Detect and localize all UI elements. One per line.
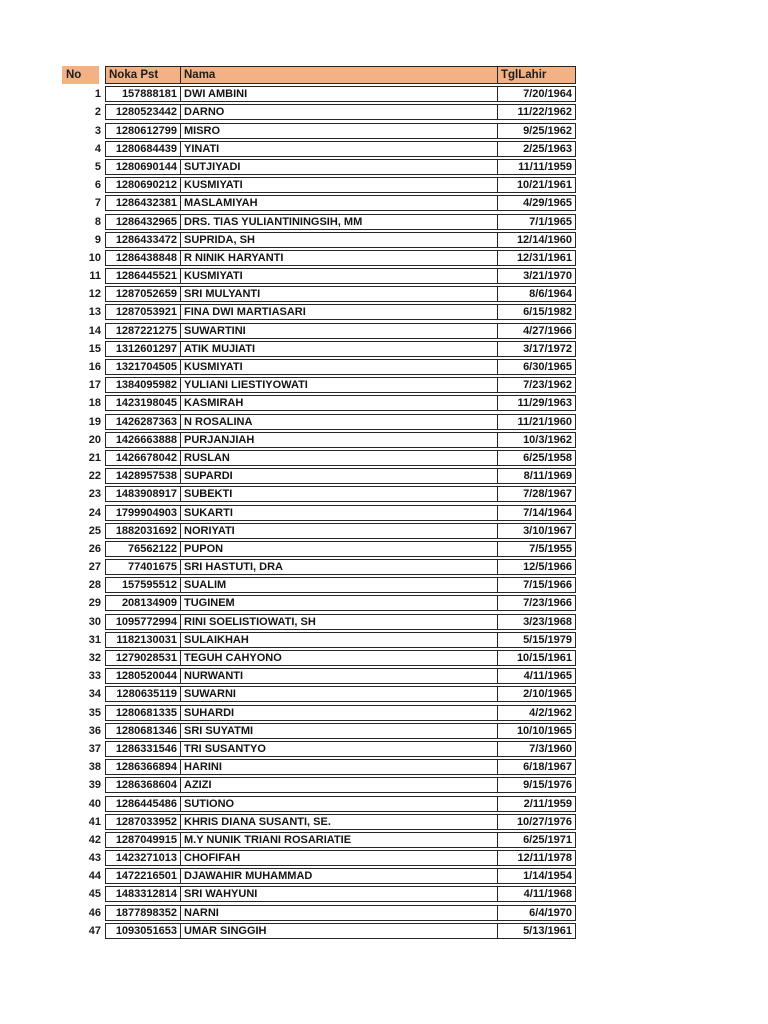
nama-cell: R NINIK HARYANTI [181, 251, 498, 265]
nama-cell: TUGINEM [181, 596, 498, 610]
noka-pst-cell: 1428957538 [106, 469, 181, 483]
row-number-cell: 17 [88, 379, 101, 392]
tgllahir-cell: 7/23/1966 [523, 597, 572, 610]
nama-cell: DRS. TIAS YULIANTININGSIH, MM [181, 215, 498, 229]
column-header-tgllahir: TglLahir [501, 69, 547, 81]
table-header-row [62, 66, 576, 84]
table-row [62, 759, 576, 775]
nama-cell: HARINI [181, 760, 498, 774]
tgllahir-cell: 11/21/1960 [517, 415, 572, 428]
tgllahir-cell: 10/3/1962 [523, 433, 572, 446]
nama-cell: MASLAMIYAH [181, 196, 498, 210]
row-number-cell: 31 [88, 633, 101, 646]
row-number-cell: 4 [94, 142, 101, 155]
table-row [62, 486, 576, 502]
tgllahir-cell: 8/6/1964 [529, 288, 572, 301]
table-row [62, 705, 576, 721]
noka-pst-cell: 1287049915 [106, 833, 181, 847]
noka-pst-cell: 1799904903 [106, 506, 181, 520]
row-number-cell: 9 [94, 233, 101, 246]
noka-pst-cell: 1384095982 [106, 378, 181, 392]
nama-cell: FINA DWI MARTIASARI [181, 305, 498, 319]
table-row [62, 832, 576, 848]
tgllahir-cell: 6/15/1982 [523, 306, 572, 319]
tgllahir-cell: 7/3/1960 [529, 742, 572, 755]
tgllahir-cell: 12/5/1966 [523, 561, 572, 574]
row-number-cell: 46 [88, 906, 101, 919]
table-body [62, 86, 576, 939]
row-number-cell: 39 [88, 779, 101, 792]
row-number-cell: 7 [94, 197, 101, 210]
tgllahir-cell: 8/11/1969 [523, 470, 572, 483]
tgllahir-cell: 7/20/1964 [523, 88, 572, 101]
noka-pst-cell: 1286445521 [106, 269, 181, 283]
tgllahir-cell: 7/1/1965 [529, 215, 572, 228]
noka-pst-cell: 1882031692 [106, 524, 181, 538]
nama-cell: UMAR SINGGIH [181, 924, 498, 938]
tgllahir-cell: 10/27/1976 [516, 815, 572, 828]
nama-cell: KUSMIYATI [181, 269, 498, 283]
table-row [62, 432, 576, 448]
noka-pst-cell: 1287033952 [106, 815, 181, 829]
row-number-cell: 16 [88, 361, 101, 373]
tgllahir-cell: 12/31/1961 [516, 251, 572, 264]
noka-pst-cell: 1280612799 [106, 124, 181, 138]
table-row [62, 377, 576, 393]
table-row [62, 468, 576, 484]
table-row [62, 177, 576, 193]
noka-pst-cell: 1286366894 [106, 760, 181, 774]
table-row [62, 141, 576, 157]
row-number-cell: 13 [88, 306, 101, 319]
nama-cell: KHRIS DIANA SUSANTI, SE. [181, 815, 498, 829]
tgllahir-cell: 7/28/1967 [523, 488, 572, 501]
tgllahir-cell: 7/14/1964 [523, 506, 572, 519]
nama-cell: SUTJIYADI [181, 160, 498, 174]
nama-cell: DJAWAHIR MUHAMMAD [181, 869, 498, 883]
tgllahir-cell: 4/2/1962 [529, 706, 572, 719]
row-number-cell: 5 [94, 160, 101, 173]
noka-pst-cell: 1483908917 [106, 487, 181, 501]
noka-pst-cell: 77401675 [106, 560, 181, 574]
row-number-cell: 47 [88, 924, 101, 937]
table-row [62, 195, 576, 211]
noka-pst-cell: 1286432965 [106, 215, 181, 229]
tgllahir-cell: 5/13/1961 [523, 924, 572, 937]
row-number-cell: 42 [88, 833, 101, 846]
table-row [62, 268, 576, 284]
row-number-cell: 26 [88, 542, 101, 555]
noka-pst-cell: 1280523442 [106, 105, 181, 119]
row-number-cell: 44 [88, 870, 101, 883]
nama-cell: N ROSALINA [181, 415, 498, 429]
table-row [62, 359, 576, 375]
nama-cell: PUPON [181, 542, 498, 556]
table-row [62, 559, 576, 575]
noka-pst-cell: 1286331546 [106, 742, 181, 756]
tgllahir-cell: 3/10/1967 [523, 524, 572, 537]
tgllahir-cell: 6/30/1965 [523, 361, 572, 373]
noka-pst-cell: 1286438848 [106, 251, 181, 265]
nama-cell: ATIK MUJIATI [181, 342, 498, 356]
noka-pst-cell: 1877898352 [106, 906, 181, 920]
noka-pst-cell: 1280690144 [106, 160, 181, 174]
row-number-cell: 11 [89, 270, 101, 283]
nama-cell: SUPARDI [181, 469, 498, 483]
noka-pst-cell: 1280690212 [106, 178, 181, 192]
nama-cell: SRI HASTUTI, DRA [181, 560, 498, 574]
tgllahir-cell: 4/11/1965 [523, 670, 572, 683]
noka-pst-cell: 1095772994 [106, 615, 181, 629]
nama-cell: SUKARTI [181, 506, 498, 520]
table-row [62, 523, 576, 539]
tgllahir-cell: 7/5/1955 [529, 542, 572, 555]
nama-cell: SUTIONO [181, 797, 498, 811]
nama-cell: PURJANJIAH [181, 433, 498, 447]
tgllahir-cell: 10/15/1961 [516, 652, 572, 664]
nama-cell: TRI SUSANTYO [181, 742, 498, 756]
table-row [62, 341, 576, 357]
noka-pst-cell: 1287052659 [106, 287, 181, 301]
tgllahir-cell: 9/25/1962 [523, 124, 572, 137]
column-header-no: No [62, 66, 99, 84]
noka-pst-cell: 1423198045 [106, 396, 181, 410]
row-number-cell: 21 [88, 451, 101, 464]
table-row [62, 541, 576, 557]
nama-cell: YINATI [181, 142, 498, 156]
nama-cell: YULIANI LIESTIYOWATI [181, 378, 498, 392]
noka-pst-cell: 1286368604 [106, 778, 181, 792]
tgllahir-cell: 6/25/1958 [523, 451, 572, 464]
table-row [62, 414, 576, 430]
tgllahir-cell: 12/11/1978 [517, 852, 572, 865]
participant-table [62, 66, 576, 939]
row-number-cell: 23 [88, 488, 101, 501]
row-number-cell: 10 [88, 251, 101, 264]
table-row [62, 850, 576, 866]
noka-pst-cell: 1093051653 [106, 924, 181, 938]
table-row [62, 632, 576, 648]
tgllahir-cell: 9/15/1976 [523, 779, 572, 792]
tgllahir-cell: 2/10/1965 [523, 688, 572, 701]
nama-cell: AZIZI [181, 778, 498, 792]
nama-cell: NURWANTI [181, 669, 498, 683]
noka-pst-cell: 1280681335 [106, 706, 181, 720]
tgllahir-cell: 2/25/1963 [523, 142, 572, 155]
tgllahir-cell: 5/15/1979 [523, 633, 572, 646]
nama-cell: SUWARNI [181, 687, 498, 701]
nama-cell: NARNI [181, 906, 498, 920]
nama-cell: TEGUH CAHYONO [181, 651, 498, 665]
nama-cell: SULAIKHAH [181, 633, 498, 647]
noka-pst-cell: 1280684439 [106, 142, 181, 156]
nama-cell: SRI WAHYUNI [181, 887, 498, 901]
table-row [62, 796, 576, 812]
table-row [62, 777, 576, 793]
noka-pst-cell: 1286432381 [106, 196, 181, 210]
table-row [62, 450, 576, 466]
nama-cell: SUWARTINI [181, 324, 498, 338]
nama-cell: M.Y NUNIK TRIANI ROSARIATIE [181, 833, 498, 847]
table-row [62, 159, 576, 175]
table-row [62, 723, 576, 739]
noka-pst-cell: 208134909 [106, 596, 181, 610]
table-row [62, 232, 576, 248]
row-number-cell: 35 [88, 706, 101, 719]
row-number-cell: 24 [88, 506, 101, 519]
tgllahir-cell: 3/17/1972 [523, 342, 572, 355]
row-number-cell: 43 [88, 852, 101, 865]
noka-pst-cell: 1182130031 [106, 633, 181, 647]
row-number-cell: 28 [88, 579, 101, 592]
tgllahir-cell: 7/23/1962 [523, 379, 572, 392]
tgllahir-cell: 3/21/1970 [523, 270, 572, 283]
nama-cell: RINI SOELISTIOWATI, SH [181, 615, 498, 629]
noka-pst-cell: 1287221275 [106, 324, 181, 338]
noka-pst-cell: 76562122 [106, 542, 181, 556]
tgllahir-cell: 6/4/1970 [529, 906, 572, 919]
table-row [62, 614, 576, 630]
row-number-cell: 12 [88, 288, 101, 301]
tgllahir-cell: 12/14/1960 [516, 233, 572, 246]
row-number-cell: 25 [88, 524, 101, 537]
noka-pst-cell: 1426678042 [106, 451, 181, 465]
noka-pst-cell: 1280681346 [106, 724, 181, 738]
noka-pst-cell: 1423271013 [106, 851, 181, 865]
tgllahir-cell: 6/18/1967 [523, 761, 572, 774]
row-number-cell: 8 [94, 215, 101, 228]
row-number-cell: 18 [88, 397, 101, 410]
noka-pst-cell: 1483312814 [106, 887, 181, 901]
tgllahir-cell: 4/29/1965 [523, 197, 572, 210]
tgllahir-cell: 11/29/1963 [517, 397, 572, 410]
row-number-cell: 32 [88, 652, 101, 664]
tgllahir-cell: 10/10/1965 [516, 724, 572, 737]
nama-cell: KUSMIYATI [181, 360, 498, 374]
nama-cell: KUSMIYATI [181, 178, 498, 192]
noka-pst-cell: 157595512 [106, 578, 181, 592]
table-row [62, 814, 576, 830]
tgllahir-cell: 2/11/1959 [523, 797, 572, 810]
row-number-cell: 45 [88, 888, 101, 901]
table-row [62, 395, 576, 411]
row-number-cell: 29 [88, 597, 101, 610]
table-row [62, 741, 576, 757]
row-number-cell: 38 [88, 761, 101, 774]
row-number-cell: 34 [88, 688, 101, 701]
row-number-cell: 22 [88, 470, 101, 483]
nama-cell: SRI SUYATMI [181, 724, 498, 738]
table-row [62, 505, 576, 521]
table-row [62, 104, 576, 120]
table-row [62, 868, 576, 884]
column-header-noka-pst: Noka Pst [106, 67, 181, 83]
tgllahir-cell: 3/23/1968 [523, 615, 572, 628]
table-row [62, 595, 576, 611]
nama-cell: SUHARDI [181, 706, 498, 720]
row-number-cell: 2 [94, 106, 101, 119]
table-row [62, 668, 576, 684]
table-row [62, 886, 576, 902]
row-number-cell: 15 [88, 342, 101, 355]
row-number-cell: 19 [88, 415, 101, 428]
nama-cell: SUPRIDA, SH [181, 233, 498, 247]
row-number-cell: 41 [88, 815, 101, 828]
table-row [62, 686, 576, 702]
row-number-cell: 6 [94, 179, 101, 192]
noka-pst-cell: 1426663888 [106, 433, 181, 447]
row-number-cell: 30 [88, 615, 101, 628]
tgllahir-cell: 4/11/1968 [523, 888, 572, 901]
table-row [62, 323, 576, 339]
noka-pst-cell: 1280520044 [106, 669, 181, 683]
tgllahir-cell: 4/27/1966 [523, 324, 572, 337]
nama-cell: MISRO [181, 124, 498, 138]
nama-cell: DWI AMBINI [181, 87, 498, 101]
row-number-cell: 37 [88, 742, 101, 755]
row-number-cell: 14 [88, 324, 101, 337]
row-number-cell: 40 [88, 797, 101, 810]
noka-pst-cell: 1321704505 [106, 360, 181, 374]
noka-pst-cell: 1280635119 [106, 687, 181, 701]
row-number-cell: 33 [88, 670, 101, 683]
table-row [62, 286, 576, 302]
nama-cell: RUSLAN [181, 451, 498, 465]
tgllahir-cell: 11/22/1962 [517, 106, 572, 119]
tgllahir-cell: 6/25/1971 [523, 833, 572, 846]
nama-cell: DARNO [181, 105, 498, 119]
row-number-cell: 36 [88, 724, 101, 737]
row-number-cell: 3 [94, 124, 101, 137]
column-header-nama: Nama [181, 67, 498, 83]
nama-cell: KASMIRAH [181, 396, 498, 410]
nama-cell: SRI MULYANTI [181, 287, 498, 301]
noka-pst-cell: 1426287363 [106, 415, 181, 429]
noka-pst-cell: 1286445486 [106, 797, 181, 811]
nama-cell: NORIYATI [181, 524, 498, 538]
nama-cell: SUBEKTI [181, 487, 498, 501]
noka-pst-cell: 1312601297 [106, 342, 181, 356]
table-row [62, 86, 576, 102]
noka-pst-cell: 1286433472 [106, 233, 181, 247]
table-row [62, 923, 576, 939]
table-row [62, 577, 576, 593]
noka-pst-cell: 1279028531 [106, 651, 181, 665]
row-number-cell: 27 [88, 561, 101, 574]
tgllahir-cell: 7/15/1966 [523, 579, 572, 592]
noka-pst-cell: 157888181 [106, 87, 181, 101]
nama-cell: SUALIM [181, 578, 498, 592]
table-row [62, 250, 576, 266]
nama-cell: CHOFIFAH [181, 851, 498, 865]
noka-pst-cell: 1472216501 [106, 869, 181, 883]
table-row [62, 650, 576, 666]
row-number-cell: 1 [94, 88, 101, 101]
tgllahir-cell: 10/21/1961 [516, 179, 572, 192]
tgllahir-cell: 1/14/1954 [523, 870, 572, 883]
row-number-cell: 20 [88, 433, 101, 446]
table-row [62, 123, 576, 139]
tgllahir-cell: 11/11/1959 [518, 160, 572, 173]
noka-pst-cell: 1287053921 [106, 305, 181, 319]
table-row [62, 214, 576, 230]
table-row [62, 304, 576, 320]
table-row [62, 905, 576, 921]
